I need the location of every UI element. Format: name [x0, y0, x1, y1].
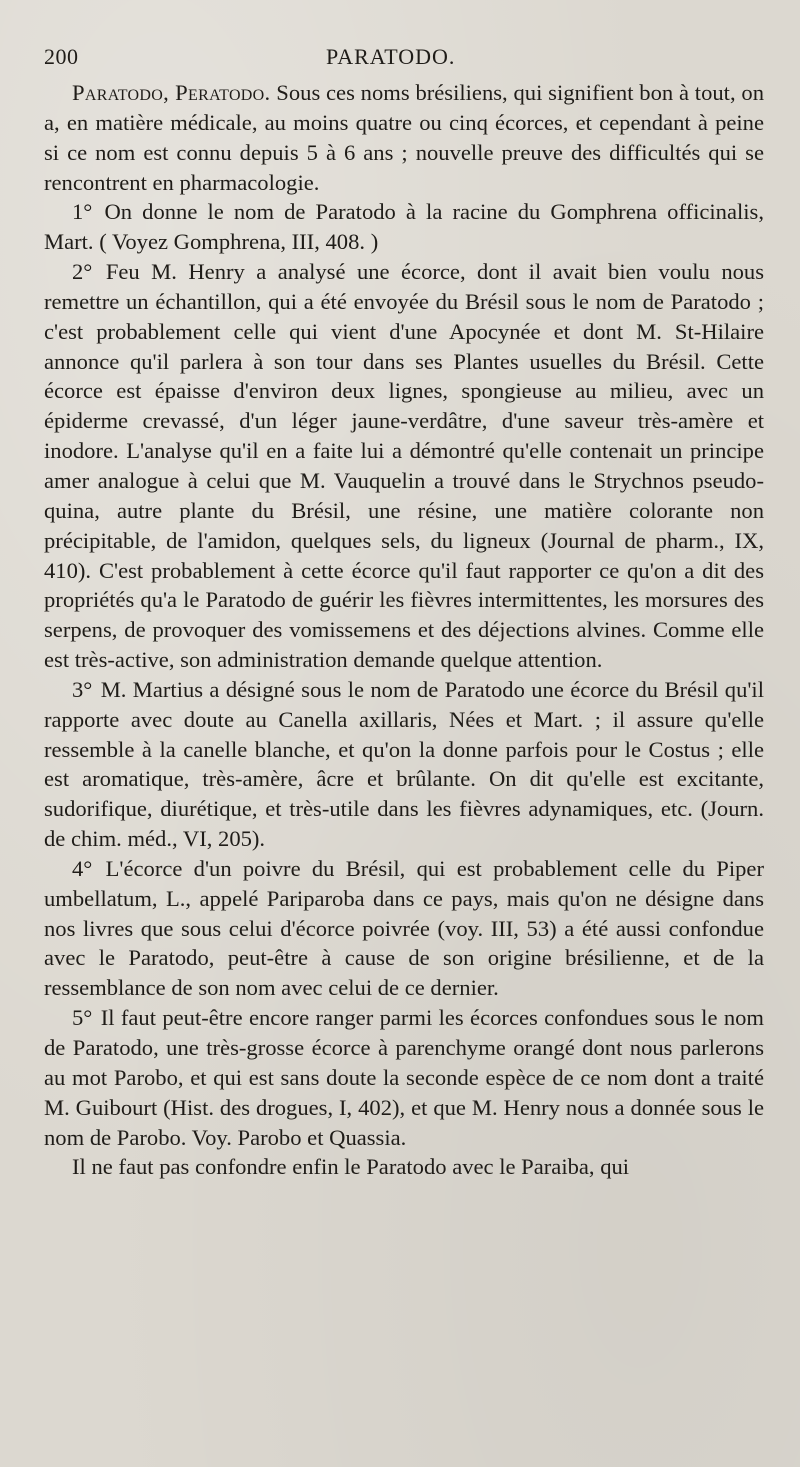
- paragraph-item-2: [44, 257, 764, 675]
- paragraph-text: On donne le nom de Paratodo à la racine du Gomphrena officinalis, Mart. ( Voyez Gomphrena, III, 408. ): [44, 199, 764, 255]
- paragraph-closing: [44, 1152, 764, 1182]
- entry-headword: Paratodo, Peratodo.: [72, 80, 271, 105]
- item-number: 1°: [72, 199, 93, 225]
- paragraph-text: M. Martius a désigné sous le nom de Paratodo une écorce du Brésil qu'il rapporte avec doute au Canella axillaris, Nées et Mart. ; il assure qu'elle ressemble à la canelle blanche, et qu'on la donne parfois pour le Costus ; elle est aromatique, très-amère, âcre et brûlante. On dit qu'elle est excitante, sudorifique, diurétique, et très-utile dans les fièvres adynamiques, etc. (Journ. de chim. méd., VI, 205).: [44, 676, 764, 852]
- paragraph-item-4: [44, 854, 764, 1003]
- item-number: 5°: [72, 1005, 93, 1031]
- paragraph-item-1: [44, 197, 764, 257]
- page-number: 200: [44, 44, 79, 69]
- paragraph-text: Sous ces noms brésiliens, qui signifient bon à tout, on a, en matière médicale, au moins quatre ou cinq écorces, et cependant à peine si ce nom est connu depuis 5 à 6 ans ; nouvelle preuve des difficultés qui se rencontrent en pharmacologie.: [44, 80, 764, 195]
- paragraph-intro: [44, 78, 764, 197]
- paragraph-text: Feu M. Henry a analysé une écorce, dont il avait bien voulu nous remettre un échantillon, qui a été envoyée du Brésil sous le nom de Paratodo ; c'est probablement celle qui vient d'une Apocynée et dont M. St-Hilaire annonce qu'il parlera à son tour dans ses Plantes usuelles du Brésil. Cette écorce est épaisse d'environ deux lignes, spongieuse au milieu, avec un épiderme crevassé, d'un léger jaune-verdâtre, d'une saveur très-amère et inodore. L'analyse qu'il en a faite lui a démontré qu'elle contenait un principe amer analogue à celui que M. Vauquelin a trouvé dans le Strychnos pseudo-quina, autre plante du Brésil, une résine, une matière colorante non précipitable, de l'amidon, quelques sels, du ligneux (Journal de pharm., IX, 410). C'est probablement à cette écorce qu'il faut rapporter ce qu'on a dit des propriétés qu'a le Paratodo de guérir les fièvres intermittentes, les morsures des serpens, de provoquer des vomissemens et des déjections alvines. Comme elle est très-active, son administration demande quelque attention.: [44, 259, 765, 673]
- item-number: 3°: [72, 676, 93, 702]
- running-head: PARATODO.: [326, 44, 456, 69]
- item-number: 2°: [72, 259, 93, 285]
- paragraph-text: L'écorce d'un poivre du Brésil, qui est probablement celle du Piper umbellatum, L., appelé Pariparoba dans ce pays, mais qu'on ne désigne dans nos livres que sous celui d'écorce poivrée (voy. III, 53) a été aussi confondue avec le Paratodo, peut-être à cause de son origine brésilienne, et de la ressemblance de son nom avec celui de ce dernier.: [44, 855, 764, 1001]
- page-header: [44, 44, 764, 78]
- item-number: 4°: [72, 855, 93, 881]
- paragraph-text: Il faut peut-être encore ranger parmi les écorces confondues sous le nom de Paratodo, une très-grosse écorce à parenchyme orangé dont nous parlerons au mot Parobo, et qui est sans doute la seconde espèce de ce nom dont a traité M. Guibourt (Hist. des drogues, I, 402), et que M. Henry nous a donnée sous le nom de Parobo. Voy. Parobo et Quassia.: [44, 1005, 764, 1150]
- article-body: [44, 78, 764, 1182]
- paragraph-item-5: [44, 1003, 764, 1152]
- paragraph-item-3: [44, 675, 764, 854]
- paragraph-text: Il ne faut pas confondre enfin le Paratodo avec le Paraiba, qui: [72, 1154, 630, 1180]
